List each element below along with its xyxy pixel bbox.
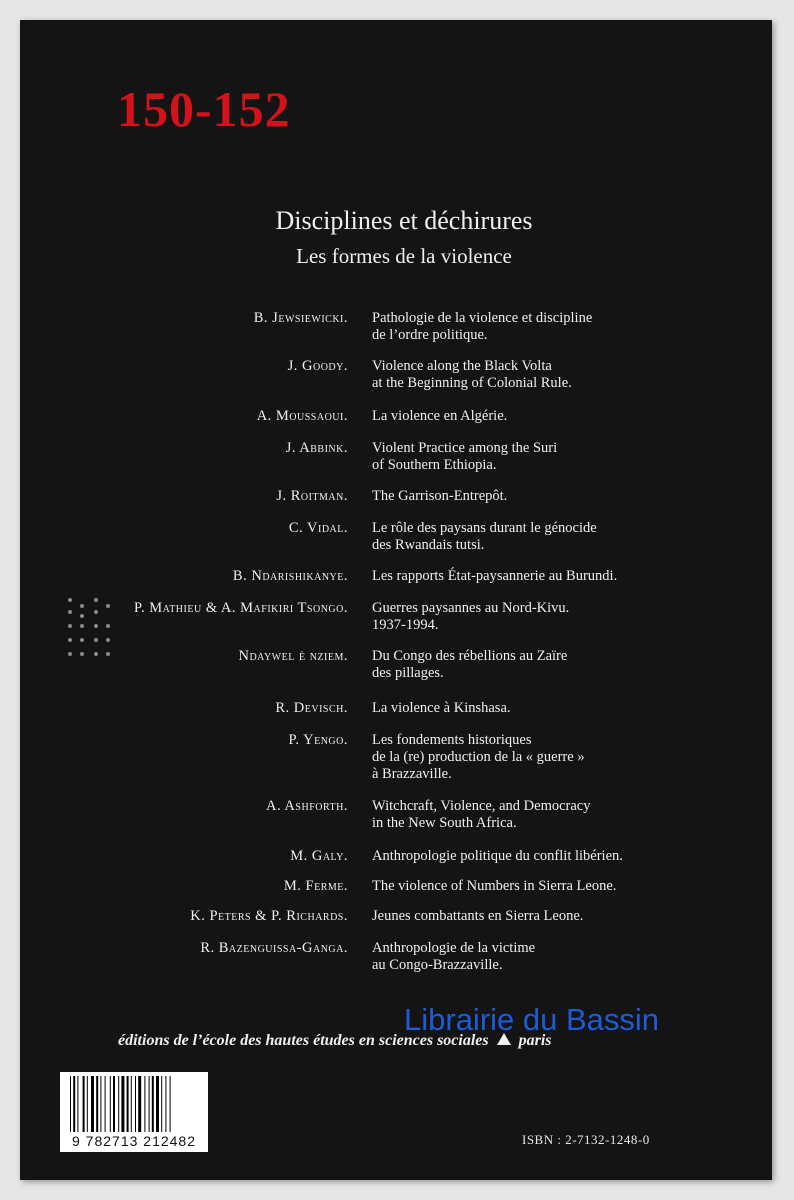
dot	[68, 610, 72, 614]
toc-article-line: in the New South Africa.	[372, 815, 517, 831]
dot	[80, 638, 84, 642]
toc-author: M. Galy.	[290, 848, 348, 864]
barcode-number: 9 782713 212482	[72, 1133, 196, 1149]
cover-subtitle: Les formes de la violence	[296, 244, 512, 268]
toc-article-line: Violent Practice among the Suri	[372, 440, 558, 456]
toc-article-line: Guerres paysannes au Nord-Kivu.	[372, 600, 570, 616]
toc-article-title	[372, 408, 712, 425]
barcode-bar	[91, 1076, 94, 1132]
publisher-city: paris	[518, 1032, 552, 1049]
barcode-bar	[165, 1076, 166, 1132]
toc-article-line: of Southern Ethiopia.	[372, 457, 497, 473]
toc-author: P. Mathieu & A. Mafikiri Tsongo.	[133, 600, 348, 616]
dot	[94, 624, 98, 628]
toc-author: K. Peters & P. Richards.	[190, 908, 348, 924]
barcode-bar	[144, 1076, 145, 1132]
toc-article-line: de la (re) production de la « guerre »	[372, 749, 585, 765]
table-of-contents	[20, 20, 772, 1020]
toc-article-title	[372, 600, 712, 634]
toc-author: R. Bazenguissa-Ganga.	[200, 940, 348, 956]
toc-author: M. Ferme.	[283, 878, 348, 894]
toc-author: B. Jewsiewicki.	[253, 310, 348, 326]
toc-author: A. Ashforth.	[266, 798, 348, 814]
toc-article-title	[372, 908, 712, 925]
barcode-bar	[110, 1076, 111, 1132]
toc-article-line: at the Beginning of Colonial Rule.	[372, 375, 572, 391]
dot	[106, 652, 110, 656]
isbn: ISBN : 2-7132-1248-0	[522, 1132, 650, 1147]
toc-author: J. Goody.	[287, 358, 348, 374]
barcode-bar	[96, 1076, 98, 1132]
dot	[106, 624, 110, 628]
toc-author: B. Ndarishikanye.	[232, 568, 348, 584]
dot	[68, 598, 72, 602]
dot	[80, 604, 84, 608]
dot	[80, 652, 84, 656]
toc-article-title	[372, 568, 712, 585]
toc-article-line: Pathologie de la violence et discipline	[372, 310, 593, 326]
toc-article-title	[372, 732, 712, 783]
toc-article-title	[372, 440, 712, 474]
barcode-bar	[113, 1076, 115, 1132]
book-back-cover	[20, 20, 772, 1180]
decorative-dots	[64, 594, 114, 662]
barcode-bar	[121, 1076, 124, 1132]
toc-author: Ndaywel è nziem.	[238, 648, 348, 664]
toc-article-line: Anthropologie politique du conflit libérien.	[372, 848, 623, 864]
dot	[106, 638, 110, 642]
toc-article-line: des pillages.	[372, 665, 444, 681]
barcode-bar	[100, 1076, 101, 1132]
toc-article-title	[372, 798, 712, 832]
barcode-bar	[73, 1076, 75, 1132]
barcode-bar	[135, 1076, 136, 1132]
toc-article-title	[372, 700, 712, 717]
toc-article-line: Anthropologie de la victime	[372, 940, 536, 956]
toc-author: A. Moussaoui.	[256, 408, 348, 424]
barcode-bar	[170, 1076, 171, 1132]
toc-article-title	[372, 878, 712, 895]
toc-article-line: La violence à Kinshasa.	[372, 700, 511, 716]
dot	[94, 598, 98, 602]
toc-article-line: au Congo-Brazzaville.	[372, 957, 503, 973]
toc-article-line: de l’ordre politique.	[372, 327, 488, 343]
barcode-bar	[118, 1076, 119, 1132]
toc-article-line: Violence along the Black Volta	[372, 358, 552, 374]
toc-article-line: 1937-1994.	[372, 617, 439, 633]
toc-article-line: Du Congo des rébellions au Zaïre	[372, 648, 568, 664]
toc-article-line: La violence en Algérie.	[372, 408, 508, 424]
toc-article-title	[372, 940, 712, 974]
barcode-bar	[131, 1076, 132, 1132]
toc-article-line: Jeunes combattants en Sierra Leone.	[372, 908, 584, 924]
toc-article-line: Witchcraft, Violence, and Democracy	[372, 798, 591, 814]
toc-article-line: à Brazzaville.	[372, 766, 452, 782]
toc-article-line: Le rôle des paysans durant le génocide	[372, 520, 597, 536]
toc-article-title	[372, 520, 712, 554]
issue-number: 150-152	[117, 81, 291, 137]
toc-article-title	[372, 310, 712, 344]
toc-article-line: des Rwandais tutsi.	[372, 537, 485, 553]
toc-article-title	[372, 358, 712, 392]
barcode-label	[60, 1072, 208, 1152]
barcode-bar	[70, 1076, 71, 1132]
barcode-icon	[68, 1076, 200, 1132]
dot	[80, 614, 84, 618]
toc-article-title	[372, 488, 712, 505]
toc-article-title	[372, 648, 712, 682]
toc-article-line: Les rapports État-paysannerie au Burundi.	[372, 568, 618, 584]
dot	[94, 652, 98, 656]
barcode-bar	[77, 1076, 78, 1132]
dot	[68, 624, 72, 628]
toc-article-title	[372, 848, 712, 865]
barcode-bar	[105, 1076, 106, 1132]
toc-article-line: The violence of Numbers in Sierra Leone.	[372, 878, 617, 894]
toc-author: C. Vidal.	[288, 520, 348, 536]
barcode-bar	[161, 1076, 162, 1132]
barcode-bar	[138, 1076, 141, 1132]
barcode-bar	[83, 1076, 85, 1132]
barcode-bar	[127, 1076, 129, 1132]
barcode-bar	[152, 1076, 154, 1132]
dot	[94, 610, 98, 614]
toc-article-line: The Garrison-Entrepôt.	[372, 488, 508, 504]
dot	[80, 624, 84, 628]
seller-watermark: Librairie du Bassin	[404, 1002, 660, 1037]
toc-author: P. Yengo.	[288, 732, 348, 748]
toc-article-line: Les fondements historiques	[372, 732, 532, 748]
toc-author: R. Devisch.	[275, 700, 348, 716]
publisher-name: éditions de l’école des hautes études en sciences sociales	[118, 1032, 489, 1049]
toc-author: J. Roitman.	[276, 488, 348, 504]
toc-author: J. Abbink.	[285, 440, 348, 456]
dot	[68, 638, 72, 642]
cover-title: Disciplines et déchirures	[275, 206, 533, 235]
barcode-bar	[149, 1076, 150, 1132]
dot	[94, 638, 98, 642]
dot	[68, 652, 72, 656]
barcode-bar	[87, 1076, 88, 1132]
dot	[106, 604, 110, 608]
barcode-bar	[156, 1076, 159, 1132]
